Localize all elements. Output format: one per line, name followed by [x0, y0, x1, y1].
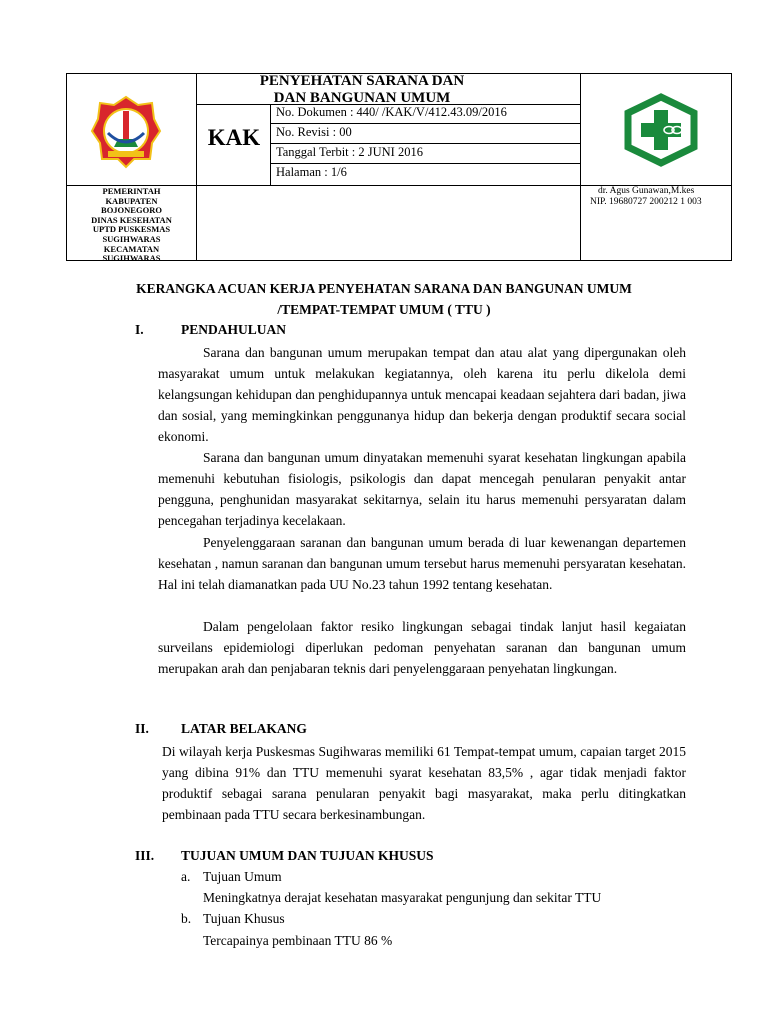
section-3-number: III.	[135, 848, 155, 863]
header-title-line1: PENYEHATAN SARANA DAN	[259, 73, 465, 89]
org-line: KABUPATEN	[105, 195, 158, 206]
org-line: UPTD PUSKESMAS	[92, 224, 171, 235]
header-title-line2: DAN BANGUNAN UMUM	[273, 90, 451, 106]
section-1-paragraph: Sarana dan bangunan umum dinyatakan memenuhi syarat kesehatan lingkungan apabila memenuhi kebutuhan fisiologis, psikologis dan dapat mencegah penularan penyakit antar pengguna, penghunidan masyarakat sekitarnya, selain itu harus memenuhi persyaratan dalam pencegahan terjadinya kecelakaan.	[158, 450, 686, 528]
signer-name: dr. Agus Gunawan,M.kes	[598, 186, 695, 196]
revision-number: No. Revisi : 00	[276, 125, 352, 139]
section-2-paragraph: Di wilayah kerja Puskesmas Sugihwaras memiliki 61 Tempat-tempat umum, capaian target 2015 yang dibina 91% dan TTU memenuhi syarat kesehatan 83,5% , agar tidak menjadi faktor produktif sebagai sarana penularan penyakit bagi masyarakat, maka perlu ditingkatkan pembinaan pada TTU secara berkesinambungan.	[162, 744, 686, 822]
list-item-letter: b.	[181, 911, 192, 926]
org-line: KECAMATAN	[103, 243, 160, 254]
section-2-number: II.	[135, 721, 149, 736]
section-1-number: I.	[135, 322, 144, 337]
section-3-title: TUJUAN UMUM DAN TUJUAN KHUSUS	[181, 848, 434, 863]
signer-nip: NIP. 19680727 200212 1 003	[590, 197, 702, 207]
puskesmas-logo	[622, 93, 700, 167]
section-1-paragraph: Sarana dan bangunan umum merupakan tempat dan atau alat yang dipergunakan oleh masyarakat umum untuk melakukan kegiatannya, oleh karena itu perlu dikelola demi kelangsungan kehidupan dan penghidupannya untuk mencapai keadaan sejahtera dari badan, jiwa dan sosial, yang memingkinkan penggunanya hidup dan bekerja dengan produktif secara social ekonomi.	[158, 345, 686, 444]
org-line: SUGIHWARAS	[102, 233, 161, 244]
list-item-text: Tercapainya pembinaan TTU 86 %	[203, 933, 393, 948]
issue-date: Tanggal Terbit : 2 JUNI 2016	[276, 145, 423, 159]
kak-label: KAK	[207, 125, 261, 150]
section-2-title: LATAR BELAKANG	[181, 721, 307, 736]
document-number: No. Dokumen : 440/ /KAK/V/412.43.09/2016	[276, 105, 507, 119]
header-title	[197, 73, 527, 107]
list-item-label: Tujuan Umum	[203, 869, 282, 884]
org-line: BOJONEGORO	[101, 205, 162, 216]
list-item-text: Meningkatnya derajat kesehatan masyarakat pengunjung dan sekitar TTU	[203, 890, 602, 905]
list-item-label: Tujuan Khusus	[203, 911, 285, 926]
section-1-paragraph: Penyelenggaraan saranan dan bangunan umum berada di luar kewenangan departemen kesehatan , namun saranan dan bangunan umum tersebut harus memenuhi persyaratan kesehatan. Hal ini telah diamanatkan pada UU No.23 tahun 1992 tentang kesehatan.	[158, 535, 686, 592]
list-item-letter: a.	[181, 869, 191, 884]
document-title-line1: KERANGKA ACUAN KERJA PENYEHATAN SARANA DAN BANGUNAN UMUM	[136, 281, 632, 296]
document-title-line2: /TEMPAT-TEMPAT UMUM ( TTU )	[277, 302, 491, 317]
page-number: Halaman : 1/6	[276, 165, 347, 179]
organization-block	[67, 187, 196, 264]
section-1-paragraph: Dalam pengelolaan faktor resiko lingkungan sebagai tindak lanjut hasil kegaiatan surveilans epidemiologi diperlukan pedoman penyehatan saranan dan bangunan umum merupakan arah dan penjabaran teknis dari penyelenggaraan penyehatan lingkungan.	[158, 619, 686, 676]
section-1-title: PENDAHULUAN	[181, 322, 287, 337]
org-line: PEMERINTAH	[102, 186, 161, 196]
regency-logo	[90, 93, 162, 169]
org-line: SUGIHWARAS	[102, 253, 161, 264]
signer-block	[590, 186, 730, 208]
org-line: DINAS KESEHATAN	[91, 214, 172, 225]
